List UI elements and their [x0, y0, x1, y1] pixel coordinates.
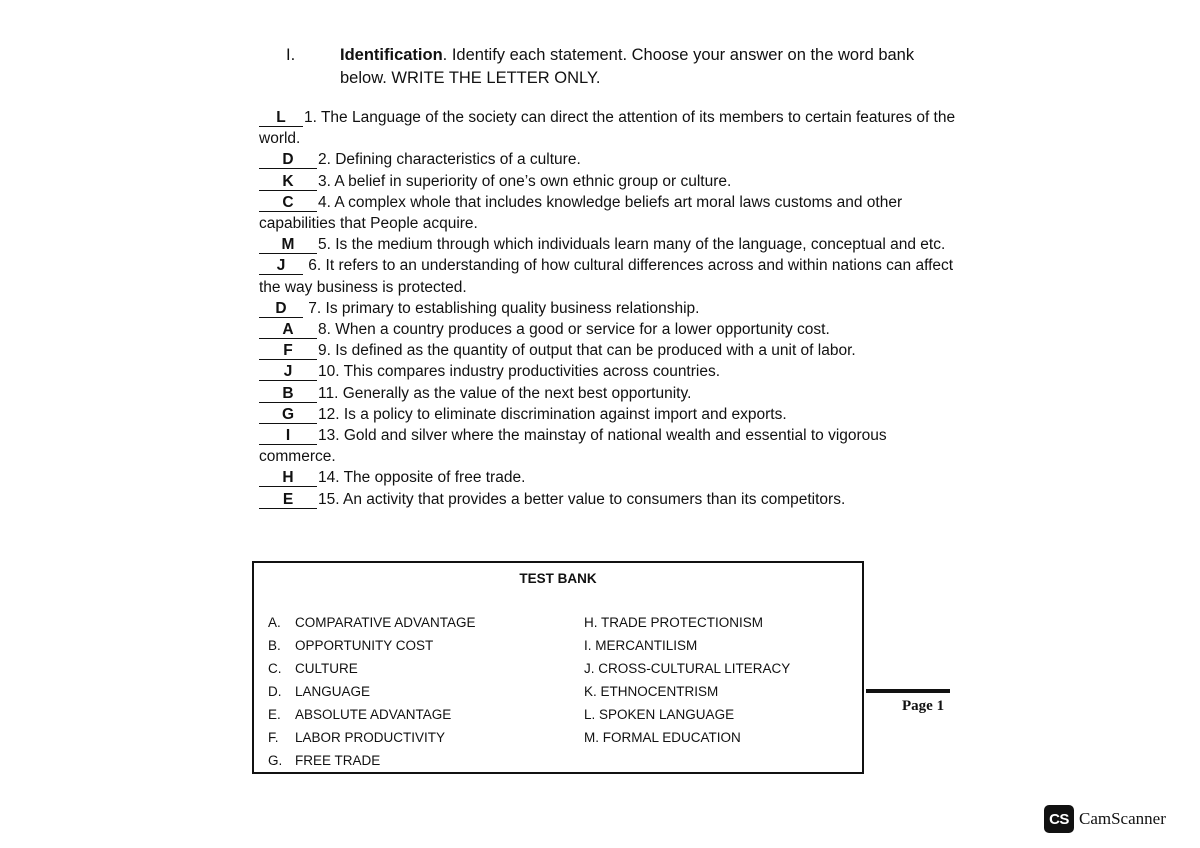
- bank-term: CULTURE: [295, 661, 358, 676]
- bank-letter: B.: [268, 638, 281, 653]
- bank-letter: G.: [268, 753, 283, 768]
- answer-blank: H: [259, 470, 317, 487]
- bank-letter: L.: [584, 707, 596, 722]
- bank-entry: [584, 611, 790, 634]
- item-text: 13. Gold and silver where the mainstay of national wealth and essential to vigorous commerce.: [259, 427, 887, 466]
- bank-entry: [584, 634, 790, 657]
- list-item: [259, 298, 959, 319]
- item-text: 3. A belief in superiority of one’s own ethnic group or culture.: [318, 172, 732, 190]
- answer-blank: G: [259, 407, 317, 424]
- answer-blank: L: [259, 110, 303, 127]
- item-text: 12. Is a policy to eliminate discrimination against import and exports.: [318, 405, 787, 423]
- bank-entry: [584, 726, 790, 749]
- item-text: 15. An activity that provides a better value to consumers than its competitors.: [318, 490, 846, 508]
- bank-term: MERCANTILISM: [595, 638, 698, 653]
- item-text: 11. Generally as the value of the next best opportunity.: [318, 384, 692, 402]
- bank-letter: K.: [584, 684, 597, 699]
- answer-blank: E: [259, 492, 317, 509]
- bank-letter: F.: [268, 730, 279, 745]
- bank-letter: I.: [584, 638, 592, 653]
- bank-term: OPPORTUNITY COST: [295, 638, 434, 653]
- bank-term: LABOR PRODUCTIVITY: [295, 730, 446, 745]
- bank-term: COMPARATIVE ADVANTAGE: [295, 615, 476, 630]
- item-text: 5. Is the medium through which individuals learn many of the language, conceptual and etc.: [318, 236, 946, 254]
- list-item: [259, 361, 959, 382]
- list-item: [259, 171, 959, 192]
- bank-term: FORMAL EDUCATION: [602, 730, 741, 745]
- list-item: [259, 107, 959, 149]
- list-item: [259, 383, 959, 404]
- list-item: [259, 425, 959, 467]
- bank-entry: [268, 749, 476, 772]
- camscanner-logo-icon: CS: [1044, 805, 1074, 833]
- item-text: 4. A complex whole that includes knowledge beliefs art moral laws customs and other capabilities that People acquire.: [259, 193, 903, 233]
- item-text: 8. When a country produces a good or service for a lower opportunity cost.: [318, 321, 830, 339]
- bank-entry: [268, 703, 476, 726]
- answer-blank: F: [259, 343, 317, 360]
- bank-term: LANGUAGE: [295, 684, 371, 699]
- answer-blank: A: [259, 322, 317, 339]
- test-bank-right-column: [584, 611, 790, 749]
- bank-letter: J.: [584, 661, 595, 676]
- page-divider-rule: [866, 689, 950, 693]
- test-bank-box: [252, 561, 864, 774]
- list-item: [259, 149, 959, 170]
- answer-blank: D: [259, 152, 317, 169]
- list-item: [259, 404, 959, 425]
- list-item: [259, 467, 959, 488]
- bank-letter: E.: [268, 707, 281, 722]
- bank-entry: [584, 657, 790, 680]
- test-bank-title: TEST BANK: [519, 571, 597, 586]
- answer-blank: K: [259, 174, 317, 191]
- bank-entry: [268, 680, 476, 703]
- section-title: Identification: [340, 46, 443, 64]
- bank-term: FREE TRADE: [295, 753, 381, 768]
- bank-letter: H.: [584, 615, 598, 630]
- answer-blank: J: [259, 364, 317, 381]
- item-text: 1. The Language of the society can direct the attention of its members to certain features of the world.: [259, 109, 956, 148]
- bank-letter: M.: [584, 730, 599, 745]
- answer-blank: M: [259, 237, 317, 254]
- bank-entry: [584, 703, 790, 726]
- list-item: [259, 319, 959, 340]
- bank-entry: [268, 657, 476, 680]
- camscanner-watermark: [1044, 804, 1166, 834]
- answer-blank: D: [259, 301, 303, 318]
- page-number: Page 1: [902, 698, 945, 714]
- list-item: [259, 192, 959, 234]
- identification-items: [259, 107, 959, 510]
- bank-letter: C.: [268, 661, 282, 676]
- answer-blank: I: [259, 428, 317, 445]
- item-text: 10. This compares industry productivities across countries.: [318, 363, 721, 381]
- bank-entry: [584, 680, 790, 703]
- instructions-text: . Identify each statement. Choose your answer on the word bank below. WRITE THE LETTER ONLY.: [340, 46, 915, 87]
- section-numeral: I.: [286, 46, 296, 64]
- list-item: [259, 234, 959, 255]
- item-text: 14. The opposite of free trade.: [318, 469, 526, 487]
- bank-term: ETHNOCENTRISM: [600, 684, 719, 699]
- bank-term: SPOKEN LANGUAGE: [599, 707, 735, 722]
- bank-entry: [268, 726, 476, 749]
- bank-term: ABSOLUTE ADVANTAGE: [295, 707, 452, 722]
- bank-entry: [268, 611, 476, 634]
- item-text: 6. It refers to an understanding of how cultural differences across and within nations can affect the way business is protected.: [259, 257, 954, 296]
- item-text: 9. Is defined as the quantity of output that can be produced with a unit of labor.: [318, 342, 856, 360]
- list-item: [259, 489, 959, 510]
- section-instructions: [340, 44, 940, 90]
- list-item: [259, 340, 959, 361]
- camscanner-text: CamScanner: [1079, 809, 1166, 828]
- answer-blank: J: [259, 258, 303, 275]
- bank-letter: A.: [268, 615, 281, 630]
- bank-term: CROSS-CULTURAL LITERACY: [598, 661, 791, 676]
- bank-letter: D.: [268, 684, 282, 699]
- test-bank-left-column: [268, 611, 476, 772]
- bank-entry: [268, 634, 476, 657]
- item-text: 7. Is primary to establishing quality business relationship.: [304, 299, 700, 317]
- bank-term: TRADE PROTECTIONISM: [601, 615, 764, 630]
- item-text: 2. Defining characteristics of a culture.: [318, 151, 581, 169]
- answer-blank: B: [259, 386, 317, 403]
- answer-blank: C: [259, 195, 317, 212]
- list-item: [259, 255, 959, 297]
